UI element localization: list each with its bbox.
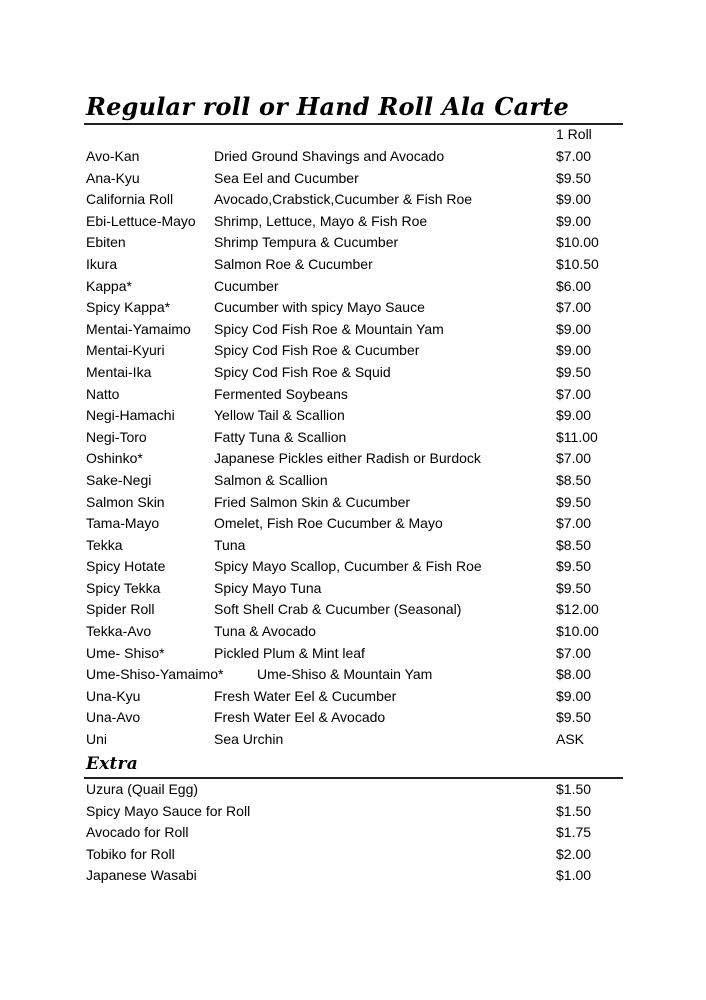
menu-item-row [0,340,706,362]
item-price: $1.00 [556,867,592,884]
menu-item-row [0,621,706,643]
item-description: Soft Shell Crab & Cucumber (Seasonal) [214,601,462,618]
item-description: Spicy Cod Fish Roe & Squid [214,363,391,380]
item-price: $10.00 [556,234,599,251]
item-name: Natto [86,385,120,402]
menu-item-row [0,492,706,514]
item-price: $9.00 [556,191,592,208]
price-column-header: 1 Roll [556,126,592,142]
menu-item-row [0,643,706,665]
extra-section-title: Extra [86,754,138,774]
item-name: Mentai-Kyuri [86,342,165,359]
item-name: Avocado for Roll [86,824,189,841]
item-price: $10.50 [556,255,599,272]
menu-item-row [0,405,706,427]
item-description: Fermented Soybeans [214,385,348,402]
item-description: Japanese Pickles either Radish or Burdock [214,450,481,467]
item-price: $7.00 [556,385,592,402]
item-description: Ume-Shiso & Mountain Yam [257,666,433,683]
menu-item-row [0,578,706,600]
item-price: $8.50 [556,536,592,553]
item-price: $9.50 [556,169,592,186]
item-name: Ikura [86,255,118,272]
menu-item-row [0,254,706,276]
item-price: $6.00 [556,277,592,294]
item-name: Una-Avo [86,709,141,726]
item-name: Oshinko* [86,450,143,467]
menu-item-row [0,686,706,708]
item-description: Spicy Cod Fish Roe & Mountain Yam [214,320,444,337]
menu-item-row [0,707,706,729]
item-name: Tobiko for Roll [86,845,175,862]
menu-item-row [0,362,706,384]
item-description: Dried Ground Shavings and Avocado [214,148,445,164]
extra-menu-list [0,779,706,887]
menu-item-row [0,448,706,470]
item-name: Spicy Tekka [86,579,161,596]
item-name: Japanese Wasabi [86,867,197,884]
menu-item-row [0,556,706,578]
menu-item-row [0,384,706,406]
item-description: Tuna & Avocado [214,623,316,640]
menu-item-row [0,297,706,319]
item-name: Tekka-Avo [86,623,152,640]
menu-item-row [0,427,706,449]
item-description: Fatty Tuna & Scallion [214,428,347,445]
item-description: Cucumber with spicy Mayo Sauce [214,299,425,316]
item-price: $9.00 [556,320,592,337]
item-name: Tama-Mayo [86,515,160,532]
item-description: Pickled Plum & Mint leaf [214,644,365,661]
item-name: Una-Kyu [86,687,141,704]
item-price: $1.50 [556,802,592,819]
item-name: Uni [86,731,108,748]
item-price: $9.00 [556,687,592,704]
title-divider [84,123,623,125]
page-title: Regular roll or Hand Roll Ala Carte [86,92,570,121]
item-name: Kappa* [86,277,132,294]
item-description: Spicy Mayo Tuna [214,579,322,596]
item-name: Spicy Kappa* [86,299,171,316]
menu-item-row [0,801,706,823]
item-description: Salmon & Scallion [214,471,328,488]
menu-item-row [0,779,706,801]
item-name: Ana-Kyu [86,169,140,186]
menu-item-row [0,664,706,686]
menu-item-row [0,146,706,168]
item-name: Mentai-Yamaimo [86,320,191,337]
menu-item-row [0,232,706,254]
item-price: $9.50 [556,558,592,575]
item-price: $8.50 [556,471,592,488]
menu-item-row [0,168,706,190]
item-price: $7.00 [556,299,592,316]
item-price: $9.50 [556,579,592,596]
item-name: Negi-Hamachi [86,407,175,424]
item-price: $1.50 [556,781,592,797]
item-price: $1.75 [556,824,592,841]
menu-item-row [0,513,706,535]
item-name: Tekka [86,536,123,553]
item-price: $9.00 [556,212,592,229]
item-name: Avo-Kan [86,148,140,164]
item-name: California Roll [86,191,174,208]
item-description: Yellow Tail & Scallion [214,407,345,424]
menu-item-row [0,189,706,211]
item-description: Tuna [214,536,246,553]
item-description: Shrimp Tempura & Cucumber [214,234,399,251]
item-price: $7.00 [556,450,592,467]
menu-item-row [0,319,706,341]
item-price: $11.00 [556,428,598,445]
item-name: Mentai-Ika [86,363,152,380]
item-description: Cucumber [214,277,279,294]
menu-item-row [0,865,706,887]
item-description: Spicy Cod Fish Roe & Cucumber [214,342,420,359]
item-price: $7.00 [556,515,592,532]
menu-item-row [0,470,706,492]
item-description: Spicy Mayo Scallop, Cucumber & Fish Roe [214,558,482,575]
menu-item-row [0,211,706,233]
item-name: Spicy Mayo Sauce for Roll [86,802,251,819]
item-name: Salmon Skin [86,493,165,510]
item-description: Fried Salmon Skin & Cucumber [214,493,411,510]
item-price: $2.00 [556,845,592,862]
menu-item-row [0,276,706,298]
item-name: Ebiten [86,234,126,251]
menu-item-row [0,535,706,557]
item-description: Fresh Water Eel & Cucumber [214,687,397,704]
item-description: Fresh Water Eel & Avocado [214,709,386,726]
item-price: $9.50 [556,709,592,726]
item-name: Ume- Shiso* [86,644,165,661]
item-name: Sake-Negi [86,471,152,488]
item-price: $12.00 [556,601,599,618]
item-name: Ebi-Lettuce-Mayo [86,212,196,229]
item-description: Omelet, Fish Roe Cucumber & Mayo [214,515,443,532]
item-name: Spicy Hotate [86,558,166,575]
menu-item-row [0,729,706,751]
item-price: $8.00 [556,666,592,683]
item-name: Uzura (Quail Egg) [86,781,199,797]
menu-item-row [0,844,706,866]
item-name: Spider Roll [86,601,155,618]
menu-item-row [0,599,706,621]
item-price: $7.00 [556,148,592,164]
item-price: $9.50 [556,493,592,510]
item-price: $7.00 [556,644,592,661]
item-price: $10.00 [556,623,599,640]
menu-item-row [0,822,706,844]
item-description: Salmon Roe & Cucumber [214,255,373,272]
roll-menu-list [0,146,706,751]
item-description: Sea Urchin [214,731,284,748]
item-name: Ume-Shiso-Yamaimo* [86,666,224,683]
item-price: $9.00 [556,342,592,359]
item-price: $9.00 [556,407,592,424]
item-description: Sea Eel and Cucumber [214,169,359,186]
item-name: Negi-Toro [86,428,147,445]
item-description: Avocado,Crabstick,Cucumber & Fish Roe [214,191,473,208]
item-price: ASK [556,731,585,748]
item-price: $9.50 [556,363,592,380]
item-description: Shrimp, Lettuce, Mayo & Fish Roe [214,212,428,229]
